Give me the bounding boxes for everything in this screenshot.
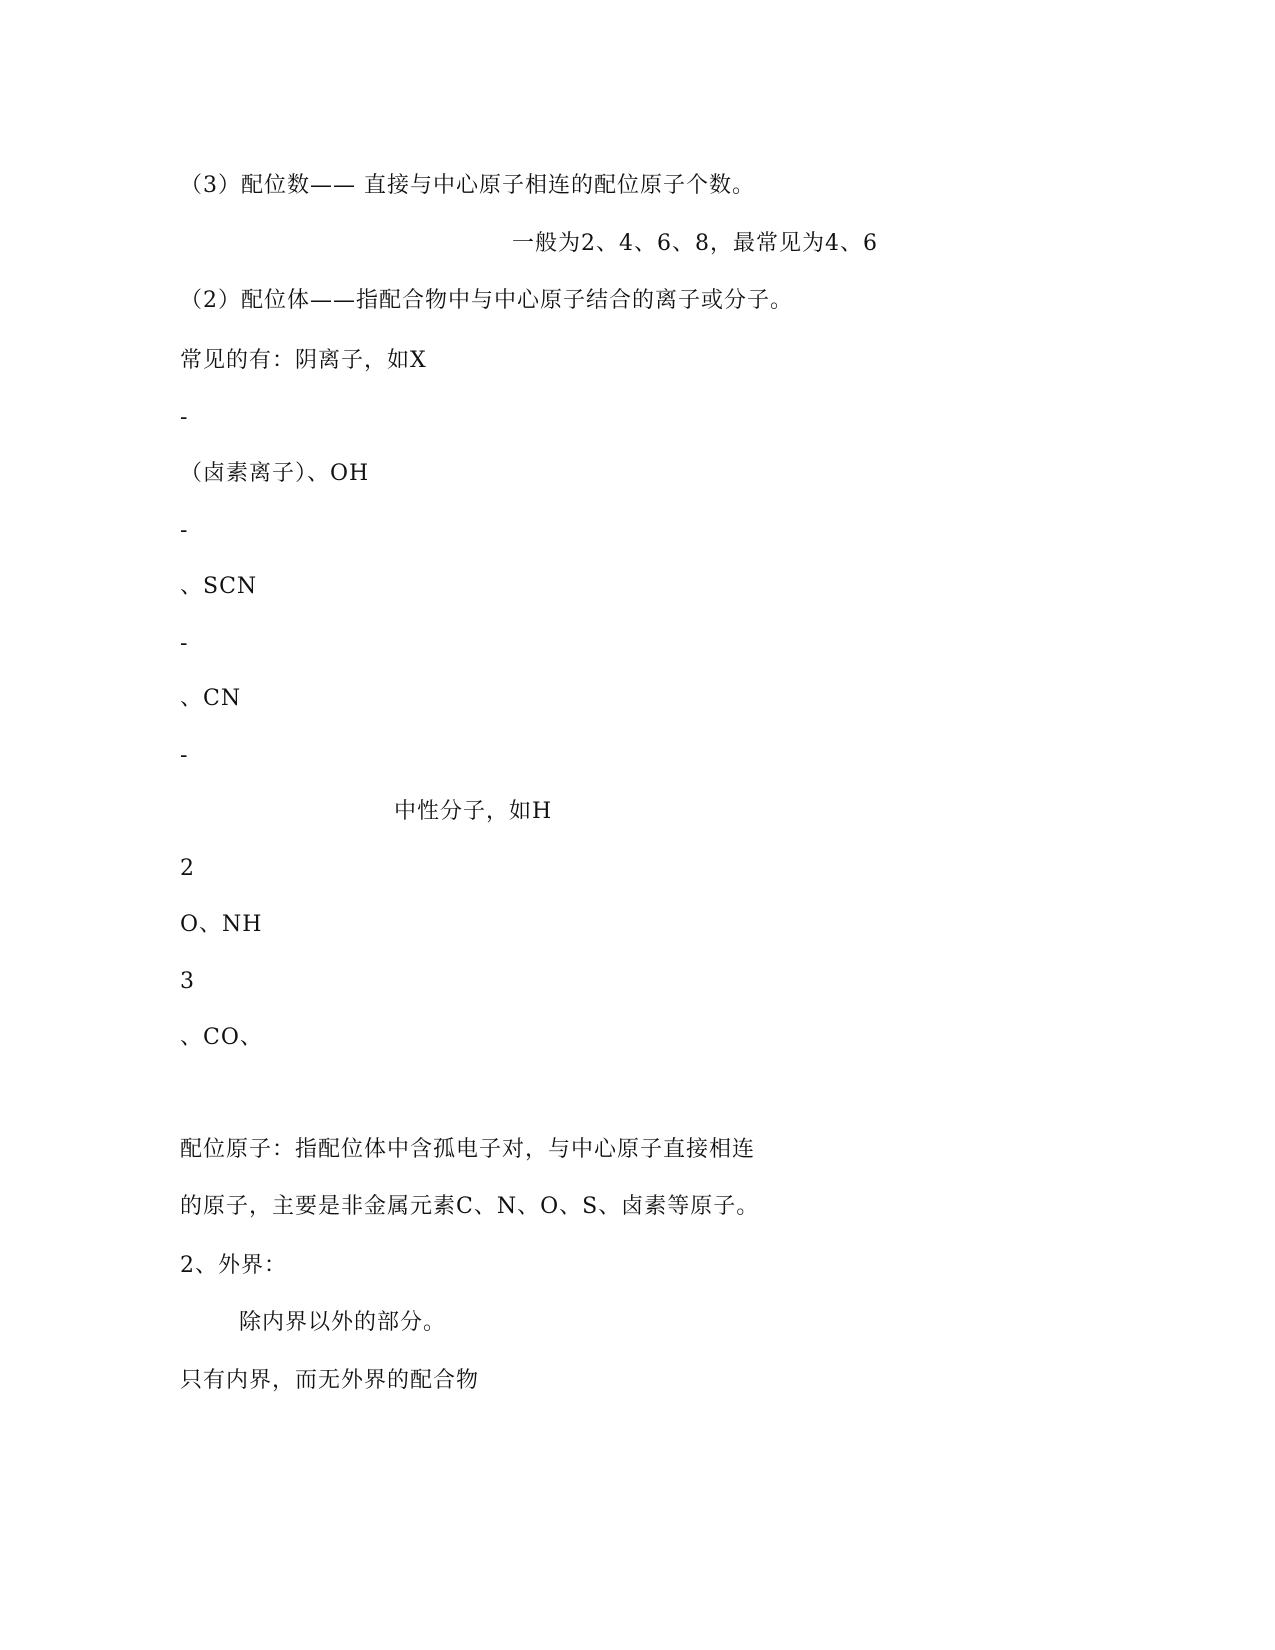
text-line: 、CO、 (180, 1025, 263, 1050)
text-line: - (180, 631, 189, 656)
text-line: 的原子，主要是非金属元素C、N、O、S、卤素等原子。 (180, 1194, 760, 1219)
text-line: 2 (180, 856, 195, 881)
text-line: - (180, 405, 189, 430)
text-line: - (180, 743, 189, 768)
text-line: 3 (180, 969, 195, 994)
text-line: 除内界以外的部分。 (239, 1310, 447, 1335)
text-line: 、CN (180, 686, 242, 711)
text-line: 只有内界，而无外界的配合物 (180, 1368, 480, 1393)
text-line: - (180, 518, 189, 543)
text-line: 常见的有：阴离子，如X (180, 348, 427, 373)
text-line: （3）配位数—— 直接与中心原子相连的配位原子个数。 (180, 173, 755, 198)
text-line: （卤素离子）、OH (180, 461, 370, 486)
text-line: 一般为2、4、6、8，最常见为4、6 (512, 231, 878, 256)
text-line: 配位原子：指配位体中含孤电子对，与中心原子直接相连 (180, 1137, 756, 1162)
text-line: 、SCN (180, 574, 258, 599)
text-line: 中性分子，如H (394, 799, 553, 824)
text-line: 2、外界： (180, 1253, 287, 1278)
text-line: （2）配位体——指配合物中与中心原子结合的离子或分子。 (180, 288, 793, 313)
text-line: O、NH (180, 912, 263, 937)
